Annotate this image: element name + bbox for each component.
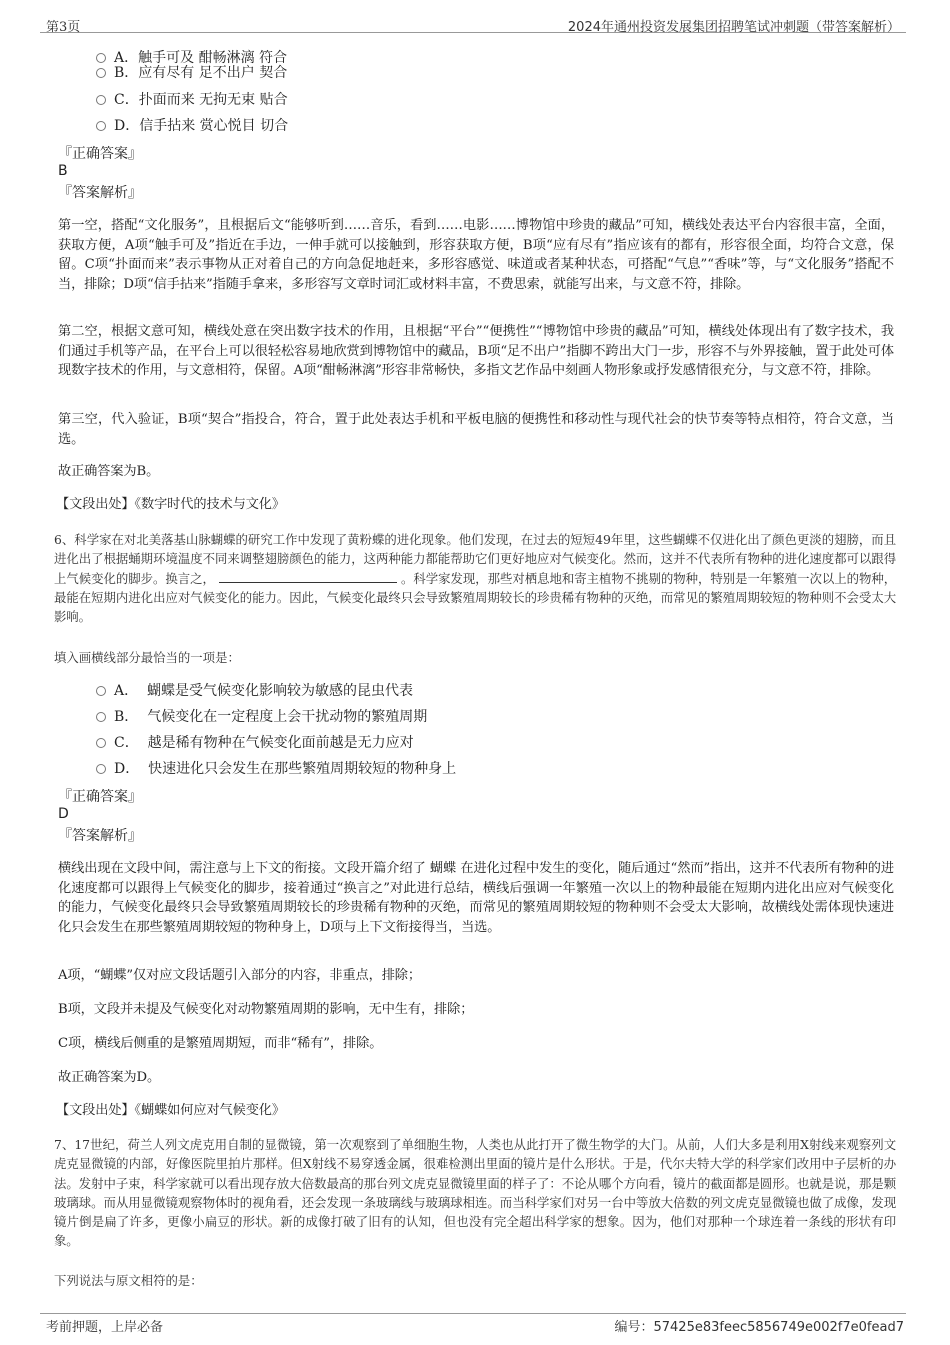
q5-analysis-label: 『答案解析』 — [58, 185, 142, 201]
q6-option-c[interactable] — [96, 734, 414, 752]
q7-stem: 7、17世纪，荷兰人列文虎克用自制的显微镜，第一次观察到了单细胞生物，人类也从此打开了微生物学的大门。从前，人们大多是利用X射线来观察列文虎克显微镜的内部，好像医院里拍片那样。但X射线不易穿透金属，很难检测出里面的镜片是什么形状。于是，代尔夫特大学的科学家们改用中子层析的办法。发射中子束，科学家就可以看出现存放大倍数最高的那台列文虎克显微镜里面的样子了：不论从哪个方向看，镜片的截面都是圆形。也就是说，那是颗玻璃球。而从用显微镜观察物体时的视角看，还会发现一条玻璃线与玻璃球相连。而当科学家们对另一台中等放大倍数的列文虎克显微镜也做了成像，发现镜片倒是扁了许多，更像小扁豆的形状。新的成像打破了旧有的认知，但也没有完全超出科学家的想象。因为，他们对那种一个球连着一条线的形状有印象。 — [54, 1137, 896, 1249]
option-key: B． — [114, 65, 139, 81]
option-key: A． — [114, 50, 139, 66]
q6-stem — [54, 530, 896, 626]
option-text: 气候变化在一定程度上会干扰动物的繁殖周期 — [147, 709, 428, 725]
footer-slogan: 考前押题，上岸必备 — [46, 1320, 164, 1335]
q6-analysis-c: C项，横线后侧重的是繁殖周期短，而非“稀有”，排除。 — [58, 1036, 383, 1051]
radio-icon[interactable] — [96, 68, 106, 78]
q5-answer-label: 『正确答案』 — [58, 146, 142, 162]
radio-icon[interactable] — [96, 712, 106, 722]
radio-icon[interactable] — [96, 686, 106, 696]
radio-icon[interactable] — [96, 121, 106, 131]
q5-conclusion: 故正确答案为B。 — [58, 464, 160, 479]
option-key: D． — [114, 761, 140, 777]
page-number: 第3页 — [46, 20, 81, 35]
option-key: D． — [114, 118, 140, 134]
option-text: 应有尽有 足不出户 契合 — [138, 65, 288, 81]
option-text: 蝴蝶是受气候变化影响较为敏感的昆虫代表 — [147, 683, 414, 699]
q7-prompt: 下列说法与原文相符的是： — [54, 1273, 203, 1288]
q5-option-c[interactable] — [96, 91, 288, 109]
q6-analysis-label: 『答案解析』 — [58, 828, 142, 844]
page-footer — [40, 1313, 906, 1334]
q5-option-d[interactable] — [96, 117, 288, 135]
document-code — [614, 1316, 904, 1335]
option-key: B． — [114, 709, 139, 725]
q6-answer-label: 『正确答案』 — [58, 789, 142, 805]
code-value: 57425e83feec5856749e002f7e0fead7 — [653, 1320, 904, 1335]
fill-blank — [219, 570, 397, 583]
radio-icon[interactable] — [96, 738, 106, 748]
q6-analysis-b: B项，文段并未提及气候变化对动物繁殖周期的影响，无中生有，排除； — [58, 1002, 474, 1017]
q6-conclusion: 故正确答案为D。 — [58, 1070, 161, 1085]
option-key: C． — [114, 92, 139, 108]
q5-analysis-para-3: 第三空，代入验证，B项“契合”指投合，符合，置于此处表达手机和平板电脑的便携性和移动性与现代社会的快节奏等特点相符，符合文意，当选。 — [58, 412, 894, 447]
q6-analysis-para-1: 横线出现在文段中间，需注意与上下文的衔接。文段开篇介绍了 蝴蝶 在进化过程中发生的变化，随后通过“然而”指出，这并不代表所有物种的进化速度都可以跟得上气候变化的脚步，接着通过“换言之”对此进行总结，横线后强调一年繁殖一次以上的物种最能在短期内进化出应对气候变化的能力，气候变化最终只会导致繁殖周期较长的珍贵稀有物种的灭绝，而常见的繁殖周期较短的物种则不会受太大影响，故横线处需体现快速进化只会发生在那些繁殖周期较短的物种身上，D项与上下文衔接得当，当选。 — [58, 861, 894, 935]
q6-option-b[interactable] — [96, 708, 427, 726]
document-title: 2024年通州投资发展集团招聘笔试冲刺题（带答案解析） — [567, 20, 900, 35]
code-label: 编号： — [614, 1320, 654, 1335]
radio-icon[interactable] — [96, 53, 106, 63]
q5-source: 【文段出处】《数字时代的技术与文化》 — [56, 497, 285, 512]
option-text: 快速进化只会发生在那些繁殖周期较短的物种身上 — [148, 761, 457, 777]
q5-option-b[interactable] — [96, 64, 287, 82]
q5-answer: B — [58, 163, 68, 179]
q6-analysis-a: A项，“蝴蝶”仅对应文段话题引入部分的内容，非重点，排除； — [58, 968, 421, 983]
option-text: 信手拈来 赏心悦目 切合 — [139, 118, 289, 134]
radio-icon[interactable] — [96, 95, 106, 105]
q6-source: 【文段出处】《蝴蝶如何应对气候变化》 — [56, 1103, 285, 1118]
q5-analysis-para-2: 第二空，根据文意可知，横线处意在突出数字技术的作用，且根据“平台”“便携性”“博物馆中珍贵的藏品”可知，横线处体现出有了数字技术，我们通过手机等产品，在平台上可以很轻松容易地欣赏到博物馆中的藏品，B项“足不出户”指脚不跨出大门一步，形容不与外界接触，置于此处可体现数字技术的作用，与文意相符，保留。A项“酣畅淋漓”形容非常畅快，多指文艺作品中刻画人物形象或抒发感情很充分，与文意不符，排除。 — [58, 324, 894, 378]
page-header — [40, 12, 906, 33]
radio-icon[interactable] — [96, 764, 106, 774]
q6-stem-after: 。科学家发现，那些对栖息地和寄主植物不挑剔的物种，特别是一年繁殖一次以上的物种，最能在短期内进化出应对气候变化的能力。因此，气候变化最终只会导致繁殖周期较长的珍贵稀有物种的灭绝，而常见的繁殖周期较短的物种则不会受太大影响。 — [54, 570, 896, 625]
q6-option-d[interactable] — [96, 760, 456, 778]
option-text: 触手可及 酣畅淋漓 符合 — [138, 50, 288, 66]
q6-answer: D — [58, 806, 69, 822]
q6-prompt: 填入画横线部分最恰当的一项是： — [54, 650, 240, 665]
option-key: A． — [114, 683, 139, 699]
q6-option-a[interactable] — [96, 682, 413, 700]
option-text: 越是稀有物种在气候变化面前越是无力应对 — [147, 735, 414, 751]
q5-analysis-para-1: 第一空，搭配“文化服务”，且根据后文“能够听到……音乐，看到……电影……博物馆中珍贵的藏品”可知，横线处表达平台内容很丰富，全面，获取方便，A项“触手可及”指近在手边，一伸手就可以接触到，形容获取方便，B项“应有尽有”指应该有的都有，形容很全面，均符合文意，保留。C项“扑面而来”表示事物从正对着自己的方向急促地赶来，多形容感觉、味道或者某种状态，可搭配“气息”“香味”等，与“文化服务”搭配不当，排除；D项“信手拈来”指随手拿来，多形容写文章时词汇或材料丰富，不费思索，就能写出来，与文意不符，排除。 — [58, 218, 894, 292]
q6-stem-before: 6、科学家在对北美落基山脉蝴蝶的研究工作中发现了黄粉蝶的进化现象。他们发现，在过去的短短49年里，这些蝴蝶不仅进化出了颜色更淡的翅膀，而且进化出了根据蛹期环境温度不同来调整翅膀颜色的能力，这两种能力都能帮助它们更好地应对气候变化。然而，这并不代表所有物种的进化速度都可以跟得上气候变化的脚步。换言之， — [54, 532, 896, 586]
option-text: 扑面而来 无拘无束 贴合 — [138, 92, 288, 108]
option-key: C． — [114, 735, 139, 751]
